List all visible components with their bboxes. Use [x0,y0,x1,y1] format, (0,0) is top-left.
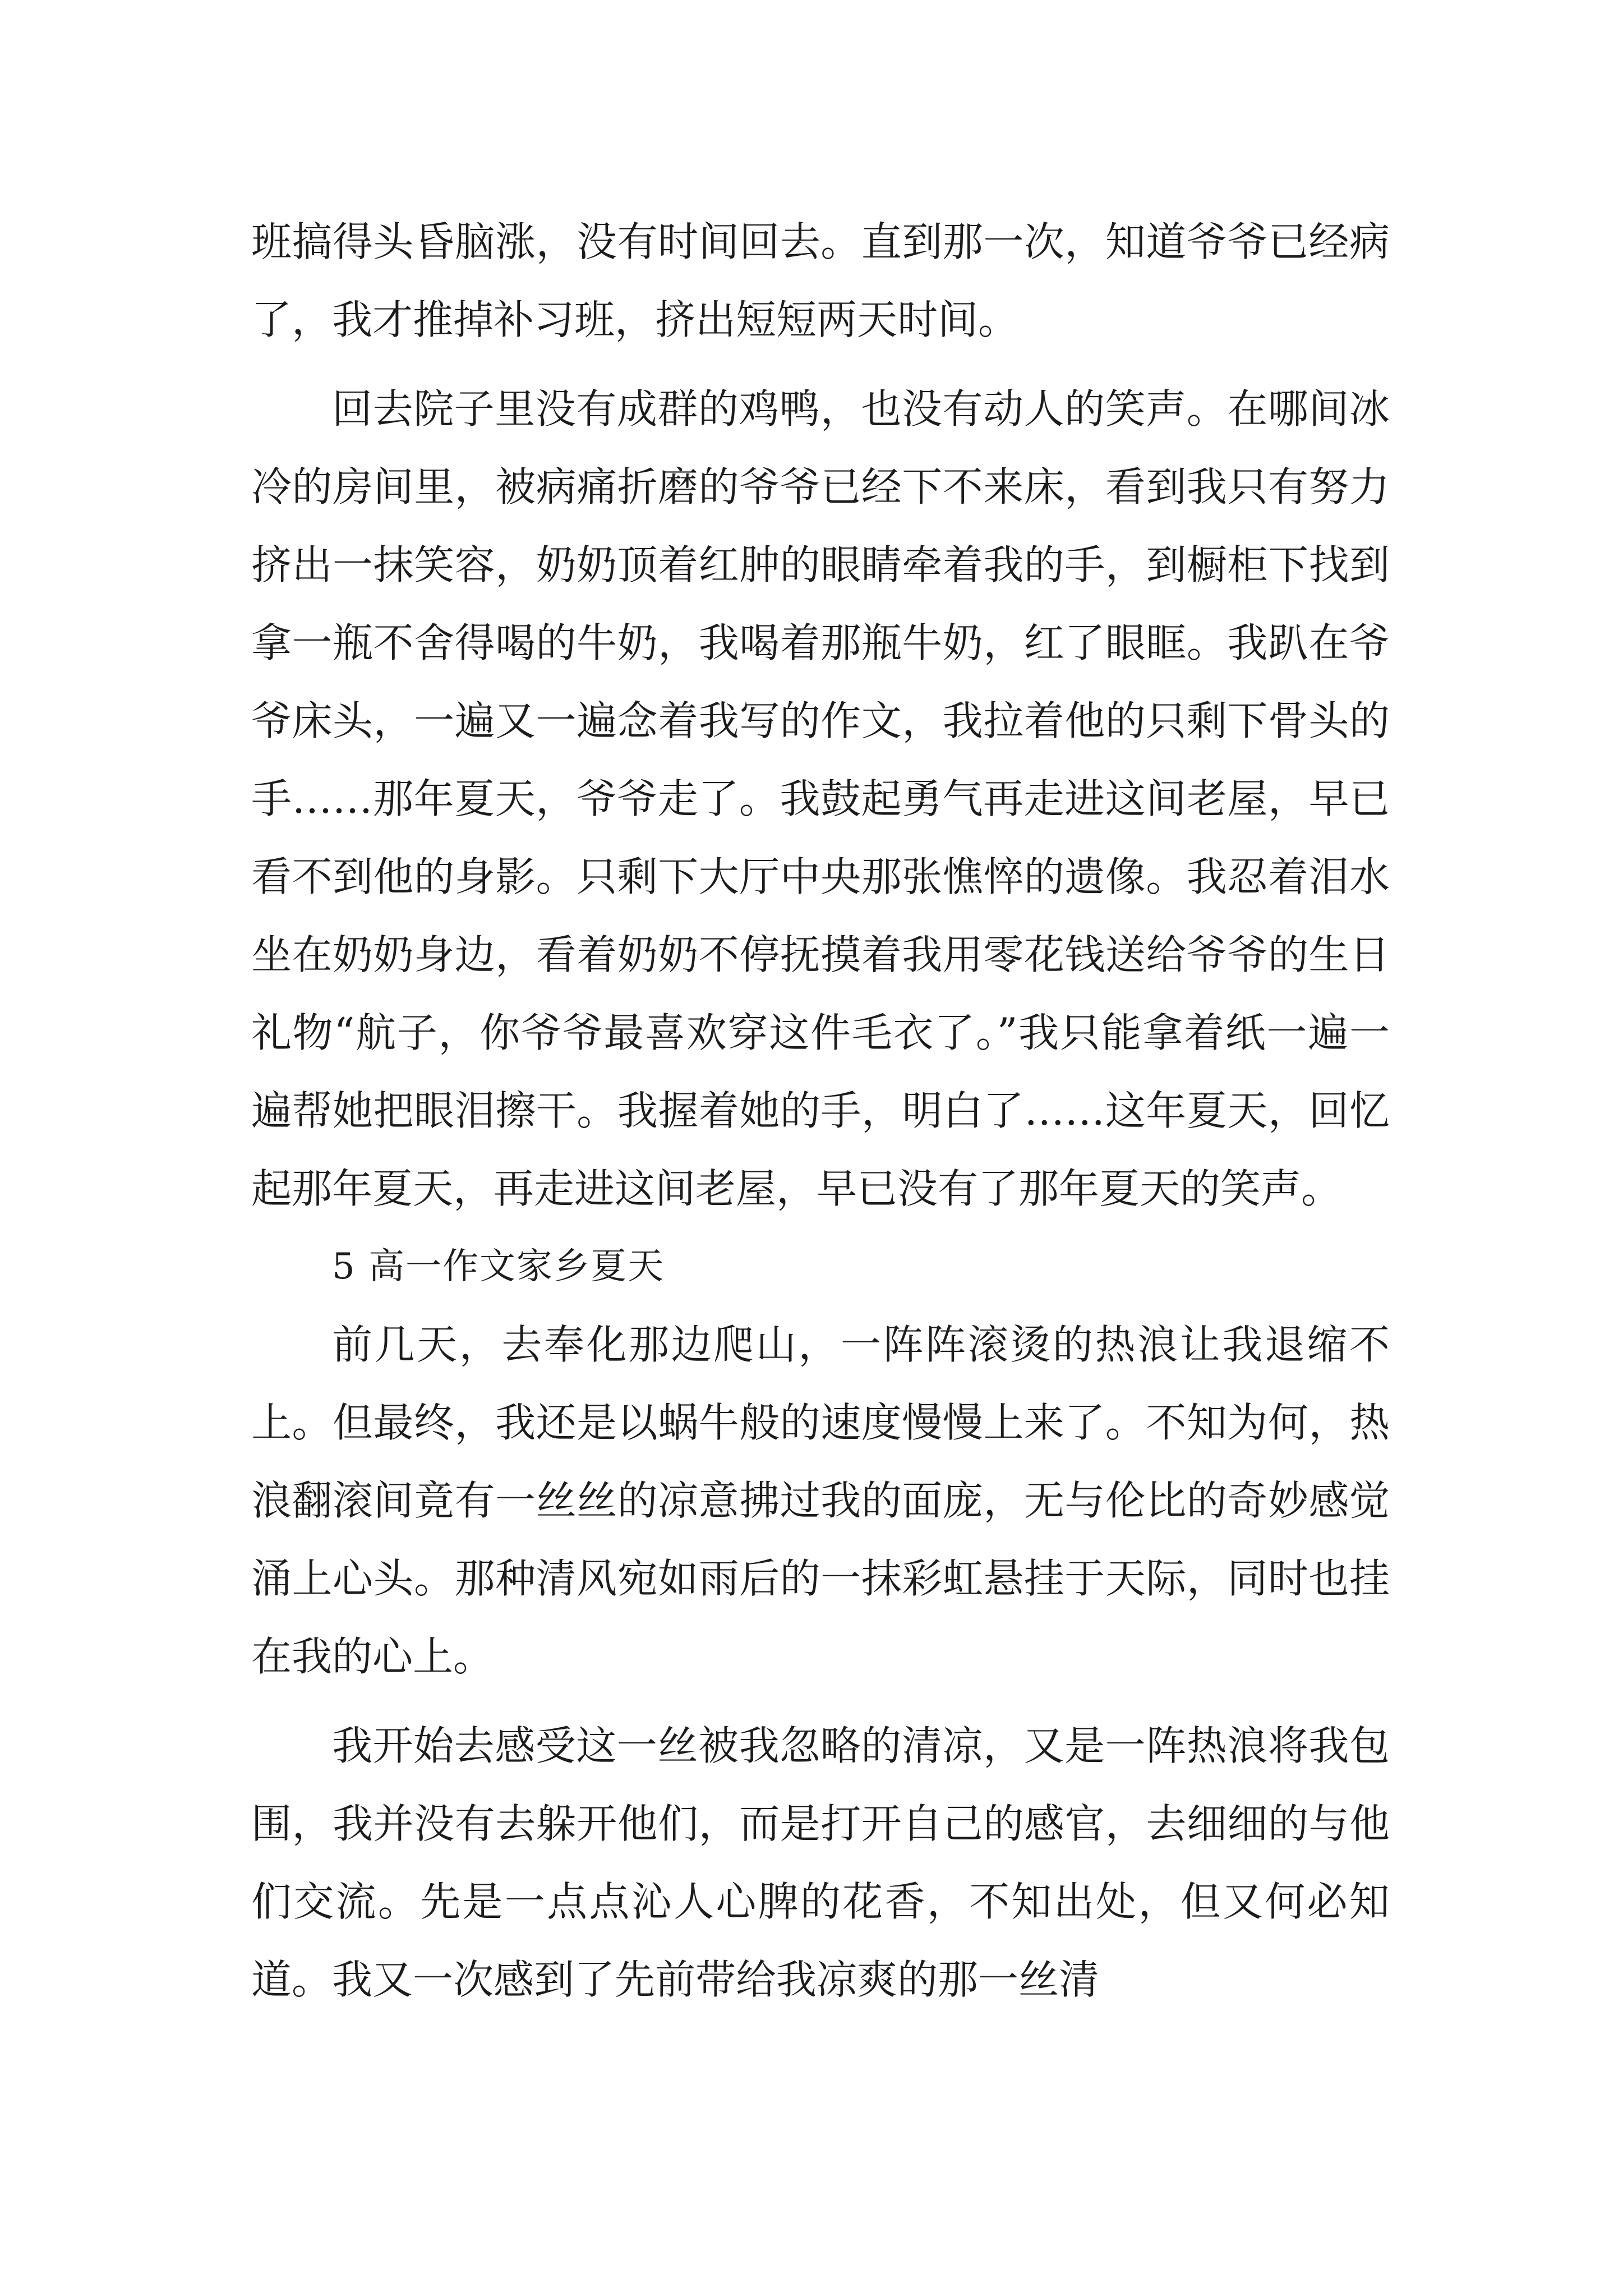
paragraph-memory: 回去院子里没有成群的鸡鸭，也没有动人的笑声。在哪间冰冷的房间里，被病痛折磨的爷爷已经下不来床，看到我只有努力挤出一抹笑容，奶奶顶着红肿的眼睛牵着我的手，到橱柜下找到拿一瓶不舍得喝的牛奶，我喝着那瓶牛奶，红了眼眶。我趴在爷爷床头，一遍又一遍念着我写的作文，我拉着他的只剩下骨头的手……那年夏天，爷爷走了。我鼓起勇气再走进这间老屋，早已看不到他的身影。只剩下大厅中央那张憔悴的遗像。我忍着泪水坐在奶奶身边，看着奶奶不停抚摸着我用零花钱送给爷爷的生日礼物“航子，你爷爷最喜欢穿这件毛衣了。”我只能拿着纸一遍一遍帮她把眼泪擦干。我握着她的手，明白了……这年夏天，回忆起那年夏天，再走进这间老屋，早已没有了那年夏天的笑声。 [251,385,1390,1212]
paragraph-coolness: 我开始去感受这一丝被我忽略的清凉，又是一阵热浪将我包围，我并没有去躲开他们，而是打开自己的感官，去细细的与他们交流。先是一点点沁人心脾的花香，不知出处，但又何必知道。我又一次感到了先前带给我凉爽的那一丝清 [251,1722,1390,2003]
paragraph-continuation: 班搞得头昏脑涨，没有时间回去。直到那一次，知道爷爷已经病了，我才推掉补习班，挤出短短两天时间。 [251,218,1390,343]
paragraph-mountain-climb: 前几天，去奉化那边爬山，一阵阵滚烫的热浪让我退缩不上。但最终，我还是以蜗牛般的速度慢慢上来了。不知为何，热浪翻滚间竟有一丝丝的凉意拂过我的面庞，无与伦比的奇妙感觉涌上心头。那种清风宛如雨后的一抹彩虹悬挂于天际，同时也挂在我的心上。 [251,1321,1390,1680]
essay-heading: 5 高一作文家乡夏天 [332,1246,665,1287]
document-body [251,203,1390,2019]
